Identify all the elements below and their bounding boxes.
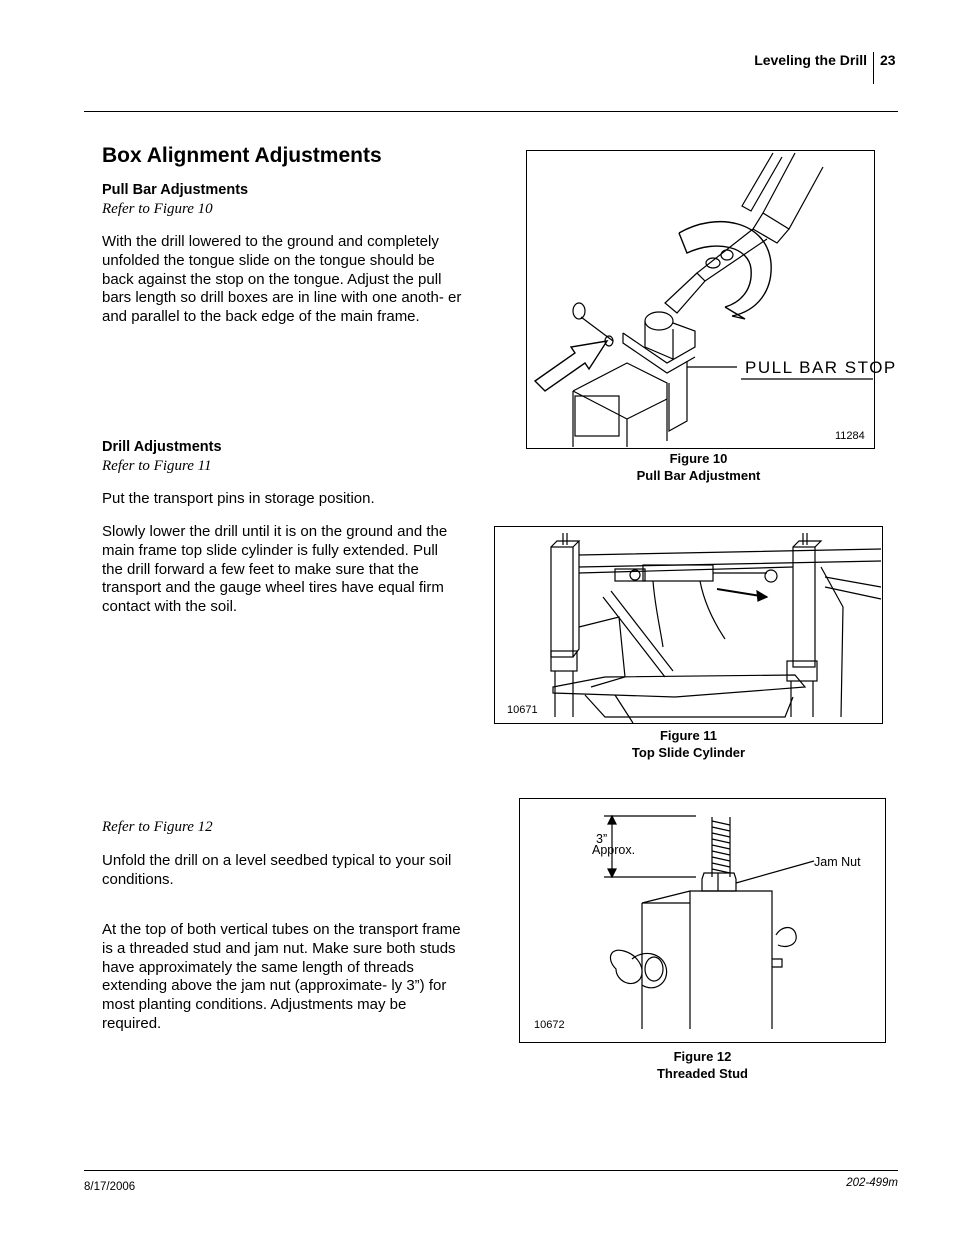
figure-11-caption bbox=[494, 727, 883, 761]
running-header-section: Leveling the Drill bbox=[754, 52, 867, 68]
figure-10-title: Figure 10 bbox=[669, 451, 728, 466]
pull-bar-paragraph: With the drill lowered to the ground and completely unfolded the tongue slide on the tongue should be back against the stop on the tongue. Adjust the pull bars length so drill boxes are in line with one anoth- er and parallel to the back edge of the main frame. bbox=[102, 233, 462, 326]
stud-paragraph-1: Unfold the drill on a level seedbed typical to your soil conditions. bbox=[102, 852, 452, 888]
page-title: Box Alignment Adjustments bbox=[102, 144, 382, 167]
figure-12-caption bbox=[519, 1048, 886, 1082]
page-number: 23 bbox=[880, 52, 896, 68]
pull-bar-reference: Refer to Figure 10 bbox=[102, 201, 213, 217]
figure-12-threaded-stud bbox=[519, 798, 886, 1043]
figure-12-description: Threaded Stud bbox=[656, 1066, 748, 1081]
pull-bar-stop-label: PULL BAR STOP bbox=[745, 358, 897, 377]
drill-adjustments-reference: Refer to Figure 11 bbox=[102, 458, 212, 474]
dimension-value: 3” bbox=[596, 832, 608, 846]
header-rule bbox=[84, 111, 898, 112]
figure-11-title: Figure 11 bbox=[659, 728, 718, 743]
footer-document-id: 202-499m bbox=[846, 1177, 898, 1189]
drill-paragraph-1: Put the transport pins in storage position. bbox=[102, 490, 375, 507]
header-separator bbox=[873, 52, 874, 84]
pull-bar-illustration bbox=[527, 151, 897, 448]
figure-10-pull-bar bbox=[526, 150, 897, 449]
threaded-stud-illustration bbox=[520, 799, 885, 1042]
pull-bar-heading: Pull Bar Adjustments bbox=[102, 182, 249, 198]
figure-10-description: Pull Bar Adjustment bbox=[636, 468, 761, 483]
top-slide-cylinder-illustration bbox=[495, 527, 882, 723]
footer-date: 8/17/2006 bbox=[84, 1181, 136, 1193]
figure-12-number: 10672 bbox=[534, 1019, 565, 1031]
figure-12-title: Figure 12 bbox=[673, 1049, 732, 1064]
stud-paragraph-2: At the top of both vertical tubes on the transport frame is a threaded stud and jam nut. Make sure both studs have approximately the same length of threads extending above the jam nut (approximate- ly 3”) for most planting conditions. Adjustments may be required. bbox=[102, 921, 461, 1032]
figure-10-number: 11284 bbox=[835, 430, 865, 442]
figure-11-number: 10671 bbox=[507, 704, 538, 716]
footer-rule bbox=[84, 1170, 898, 1171]
jam-nut-label: Jam Nut bbox=[814, 855, 861, 869]
drill-paragraph-2: Slowly lower the drill until it is on the ground and the main frame top slide cylinder is fully extended. Pull the drill forward a few feet to make sure that the transport and the gauge wheel tires have equal firm contact with the soil. bbox=[102, 523, 448, 616]
dimension-note: Approx. bbox=[592, 843, 636, 857]
stud-reference: Refer to Figure 12 bbox=[102, 819, 213, 835]
figure-10-caption bbox=[526, 450, 871, 484]
drill-adjustments-heading: Drill Adjustments bbox=[102, 439, 222, 455]
figure-11-top-slide-cylinder bbox=[494, 526, 883, 724]
figure-11-description: Top Slide Cylinder bbox=[631, 745, 746, 760]
